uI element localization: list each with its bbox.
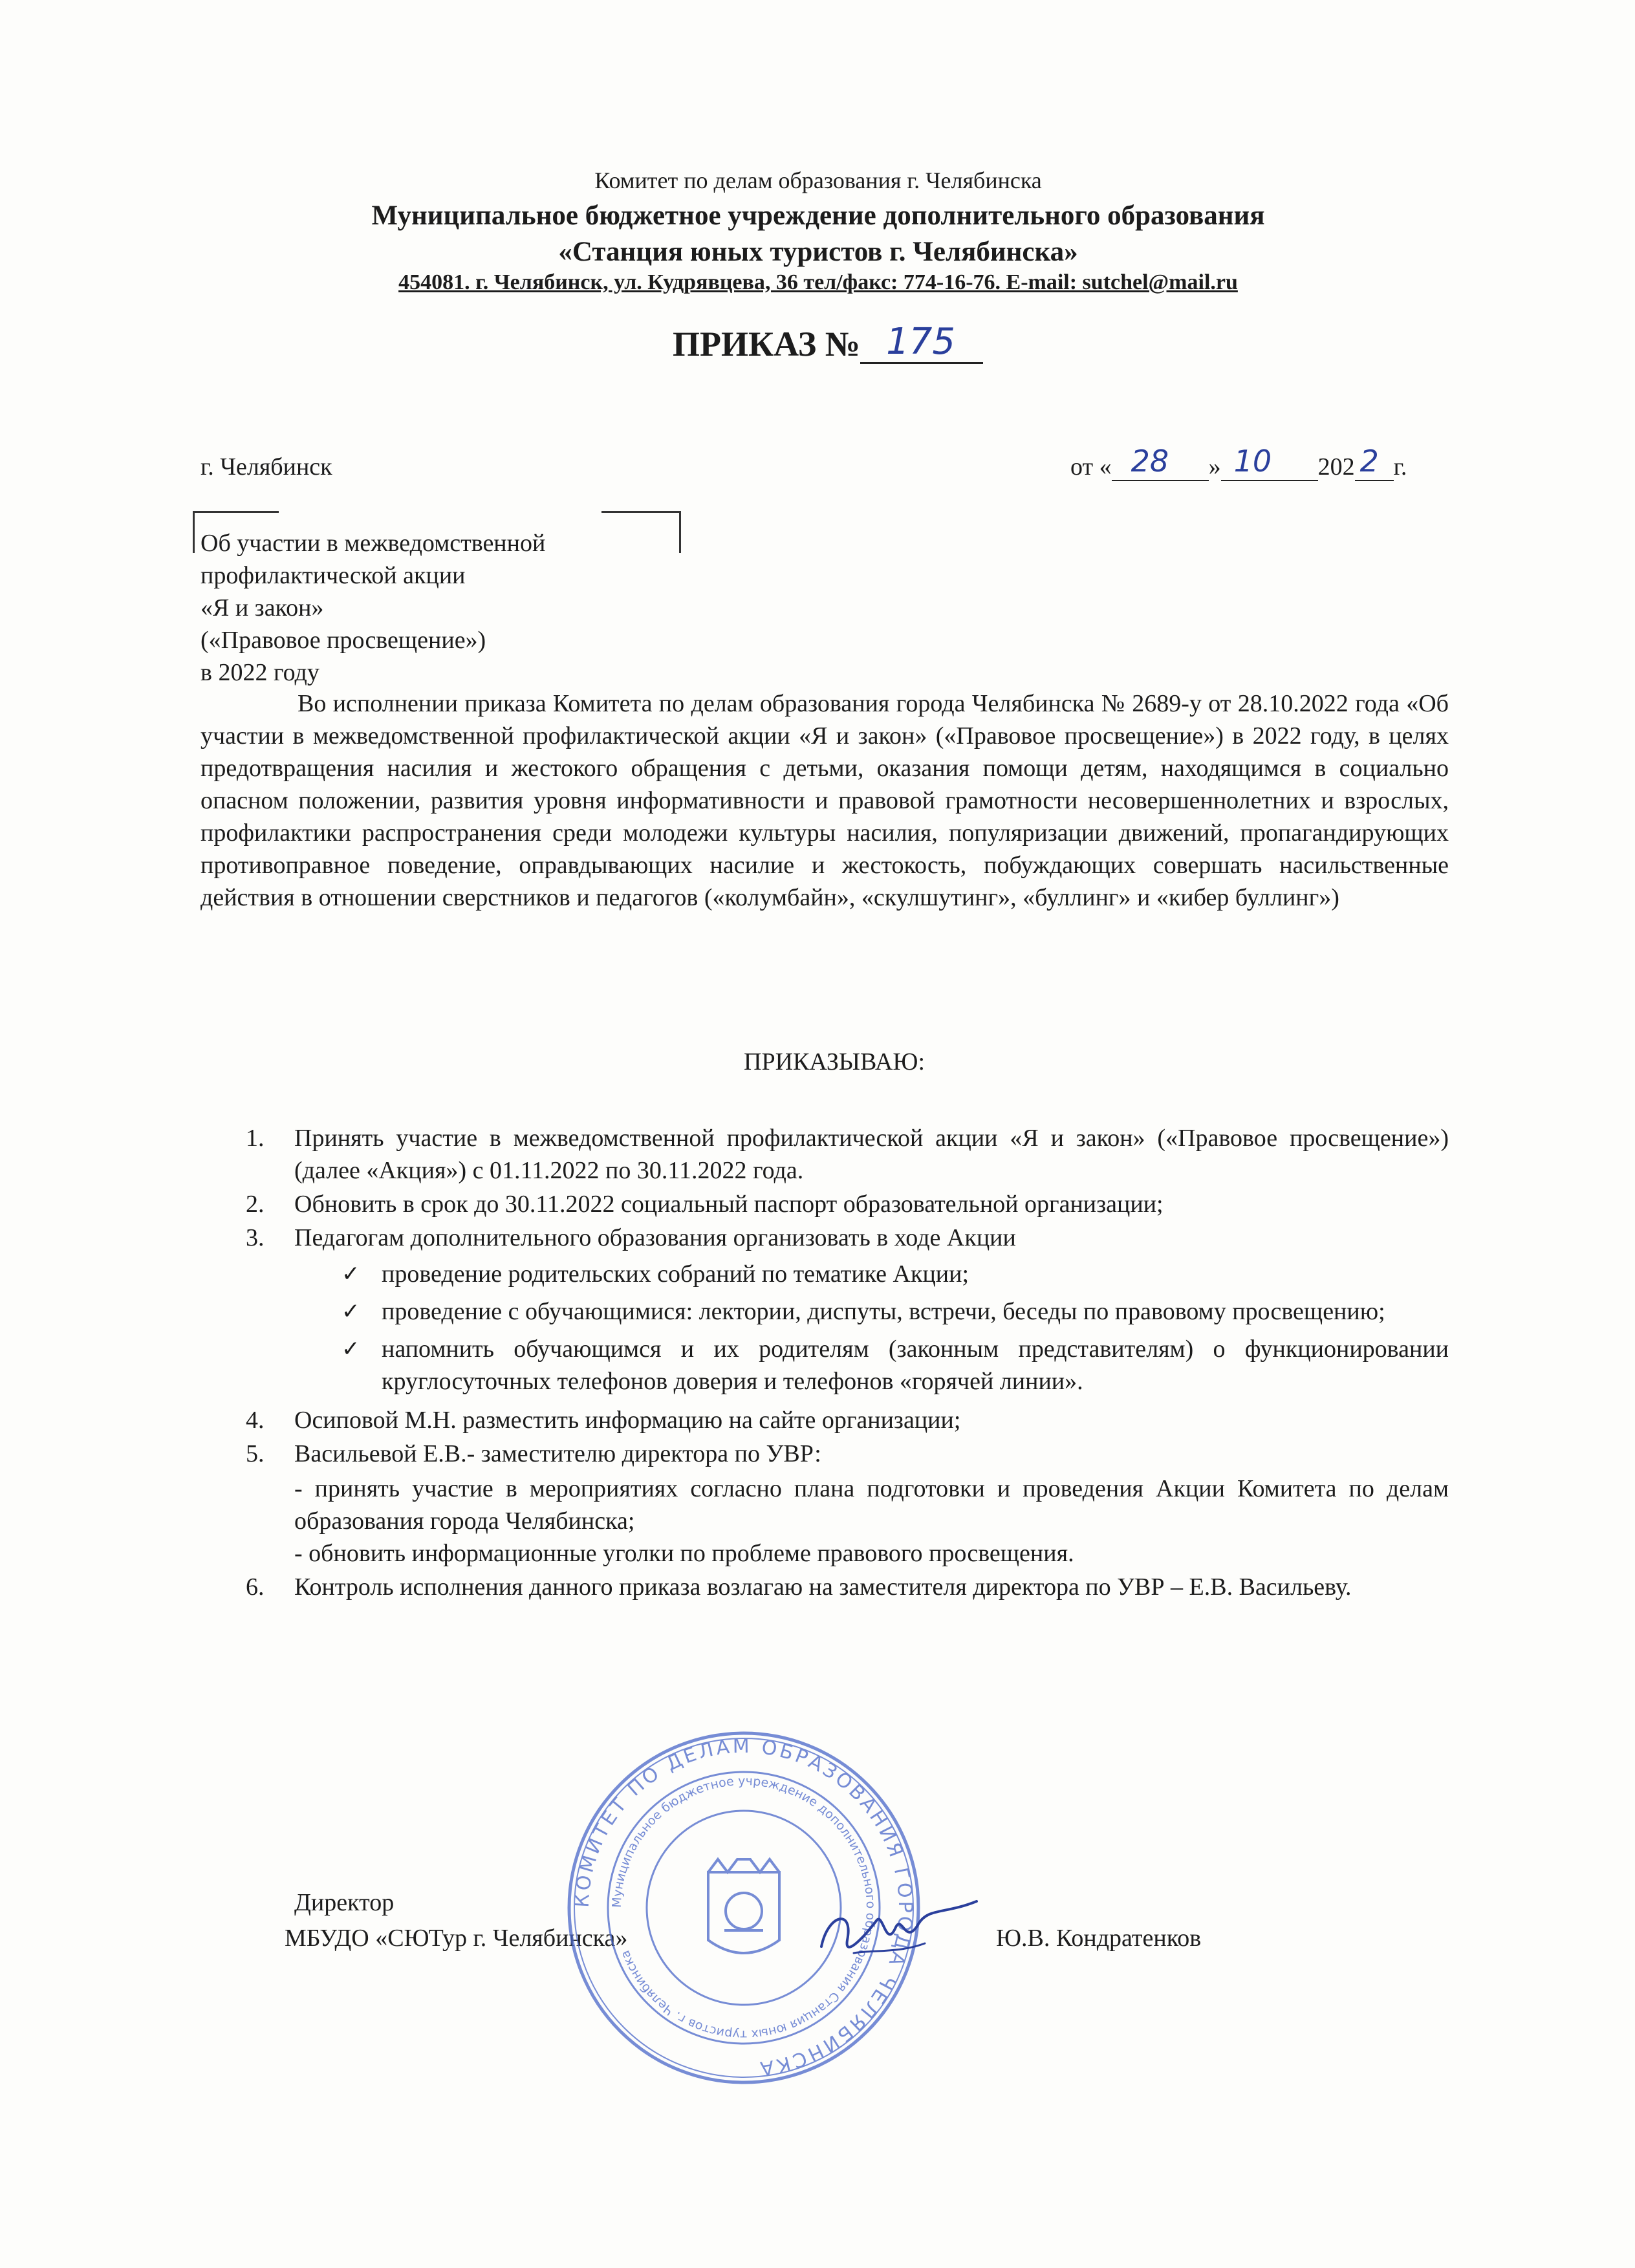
order-preamble: Во исполнении приказа Комитета по делам образования города Челябинска № 2689-у от 28.10.2022 года «Об участии в межведомственной профилактической акции «Я и закон» («Правовое просвещение») в 2022 году, в целях предотвращения насилия и жестокого обращения с детьми, оказания помощи детям, находящимся в социально опасном положении, развития уровня информативности и правовой грамотности несовершеннолетних и взрослых, профилактики распространения среди молодежи культуры насилия, популяризации движений, пропагандирующих противоправное поведение, оправдывающих насилие и жестокость, побуждающих совершать насильственные действия в отношении сверстников и педагогов («колумбайн», «скулшутинг», «буллинг» и «кибер буллинг»): [200, 690, 1449, 911]
date-day: 28: [1131, 444, 1169, 479]
order-item-6: [246, 1571, 1449, 1603]
order-item-1: [246, 1122, 1449, 1187]
subject-line: («Правовое просвещение»): [200, 627, 486, 654]
date-month: 10: [1233, 444, 1272, 479]
item-text: Осиповой М.Н. разместить информацию на сайте организации;: [294, 1407, 961, 1434]
institution-address: 454081. г. Челябинск, ул. Кудрявцева, 36 тел/факс: 774-16-76. E-mail: sutchel@mail.ru: [398, 270, 1238, 294]
checkmark-icon: ✓: [341, 1261, 360, 1287]
institution-name: [194, 198, 1442, 270]
date-day-field: [1112, 444, 1209, 481]
order-city: г. Челябинск: [200, 453, 332, 481]
item-text: Обновить в срок до 30.11.2022 социальный паспорт образовательной организации;: [294, 1191, 1164, 1218]
subitem-text: проведение родительских собраний по тематике Акции;: [382, 1260, 969, 1288]
subitem-text: напомнить обучающимся и их родителям (законным представителям) о функционировании круглосуточных телефонов доверия и телефонов «горячей линии».: [382, 1335, 1449, 1395]
date-year-prefix: 202: [1317, 453, 1355, 481]
subject-line: «Я и закон»: [200, 594, 324, 621]
order-subitem: [336, 1258, 1449, 1290]
date-mid: »: [1208, 453, 1221, 481]
order-number: 175: [886, 321, 955, 363]
item-number: 3.: [246, 1224, 265, 1251]
order-title: [673, 323, 983, 364]
subject-line: Об участии в межведомственной: [200, 530, 546, 557]
item-number: 1.: [246, 1125, 265, 1152]
date-month-field: [1221, 444, 1318, 481]
order-items: [246, 1122, 1449, 1603]
order-title-text: ПРИКАЗ №: [673, 325, 861, 363]
subject-line: в 2022 году: [200, 659, 319, 686]
stamp-outer-text: КОМИТЕТ ПО ДЕЛАМ ОБРАЗОВАНИЯ ГОРОДА ЧЕЛЯБИНСКА: [570, 1734, 917, 2080]
item-number: 5.: [246, 1440, 265, 1467]
item-text: Принять участие в межведомственной профилактической акции «Я и закон» («Правовое просвещение») (далее «Акция») с 01.11.2022 по 30.11.2022 года.: [294, 1125, 1449, 1184]
date-year-suffix: 2: [1359, 444, 1379, 479]
item-number: 2.: [246, 1191, 265, 1218]
item-5-detail: - обновить информационные уголки по проблеме правового просвещения.: [294, 1540, 1074, 1567]
order-subitem: [336, 1333, 1449, 1398]
item-text: Контроль исполнения данного приказа возлагаю на заместителя директора по УВР – Е.В. Васильеву.: [294, 1573, 1352, 1601]
checkmark-icon: ✓: [341, 1336, 360, 1362]
signatory-organization: МБУДО «СЮТур г. Челябинска»: [285, 1925, 628, 1952]
signatory-position: Директор: [294, 1889, 395, 1916]
signatory-name: Ю.В. Кондратенков: [996, 1925, 1202, 1952]
subitem-text: проведение с обучающимися: лектории, диспуты, встречи, беседы по правовому просвещению;: [382, 1298, 1385, 1325]
subject-line: профилактической акции: [200, 562, 466, 589]
institution-line-2: «Станция юных туристов г. Челябинска»: [558, 237, 1078, 267]
order-item-3: [246, 1222, 1449, 1254]
date-prefix: от «: [1070, 453, 1112, 481]
item-5-detail: - принять участие в мероприятиях согласно плана подготовки и проведения Акции Комитета по делам образования города Челябинска;: [294, 1475, 1449, 1535]
date-year-field: [1355, 444, 1394, 481]
order-subject: [200, 527, 718, 689]
item-number: 4.: [246, 1407, 265, 1434]
order-item-5: [246, 1438, 1449, 1570]
order-number-field: [860, 323, 983, 364]
committee-name: Комитет по делам образования г. Челябинска: [594, 167, 1042, 193]
order-item-2: [246, 1188, 1449, 1220]
item-number: 6.: [246, 1573, 265, 1601]
order-item-4: [246, 1404, 1449, 1436]
item-text: Васильевой Е.В.- заместителю директора по УВР:: [294, 1440, 821, 1467]
item-text: Педагогам дополнительного образования организовать в ходе Акции: [294, 1224, 1016, 1251]
date-suffix: г.: [1393, 453, 1407, 481]
stamp-inner-text: Муниципальное бюджетное учреждение дополнительного образования Станция юных туристов г. Челябинска: [609, 1773, 878, 2042]
institution-line-1: Муниципальное бюджетное учреждение дополнительного образования: [371, 200, 1265, 231]
order-subitem: [336, 1295, 1449, 1328]
checkmark-icon: ✓: [341, 1299, 360, 1324]
director-signature-icon: [815, 1888, 983, 1972]
order-date: [1070, 444, 1407, 481]
order-command-word: ПРИКАЗЫВАЮ:: [744, 1048, 926, 1075]
